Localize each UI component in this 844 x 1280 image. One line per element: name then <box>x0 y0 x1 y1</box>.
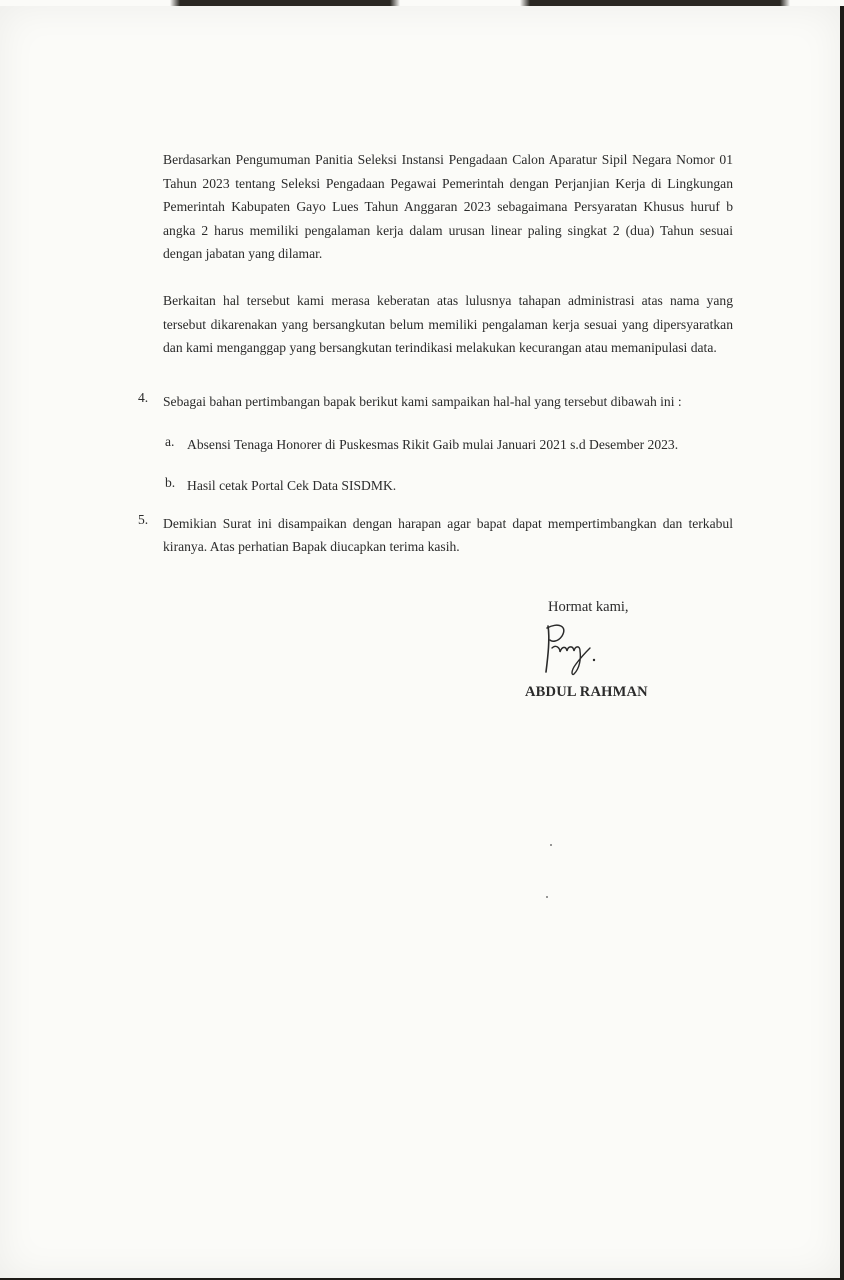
item-number: 4. <box>138 390 149 405</box>
sub-item-text: Hasil cetak Portal Cek Data SISDMK. <box>187 478 397 493</box>
sub-item-letter: a. <box>165 434 175 449</box>
item-text: Sebagai bahan pertimbangan bapak berikut kami sampaikan hal-hal yang tersebut dibawah ini : <box>163 394 682 409</box>
signer-name: ABDUL RAHMAN <box>525 684 648 700</box>
sub-item-text: Absensi Tenaga Honorer di Puskesmas Rikit Gaib mulai Januari 2021 s.d Desember 2023. <box>187 437 679 452</box>
paragraph-objection: Berkaitan hal tersebut kami merasa keberatan atas lulusnya tahapan administrasi atas nama yang tersebut dikarenakan yang bersangkutan belum memiliki pengalaman kerja sesuai yang dipersyaratkan dan kami menganggap yang bersangkutan terindikasi melakukan kecurangan atau memanipulasi data. <box>163 293 733 356</box>
paragraph-legal-basis: Berdasarkan Pengumuman Panitia Seleksi Instansi Pengadaan Calon Aparatur Sipil Negara Nomor 01 Tahun 2023 tentang Seleksi Pengadaan Pegawai Pemerintah dengan Perjanjian Kerja di Lingkungan Pemerintah Kabupaten Gayo Lues Tahun Anggaran 2023 sebagaimana Persyaratan Khusus huruf b angka 2 harus memiliki pengalaman kerja dalam urusan linear paling singkat 2 (dua) Tahun sesuai dengan jabatan yang dilamar. <box>163 152 733 262</box>
item-text: Demikian Surat ini disampaikan dengan harapan agar bapat dapat mempertimbangkan dan terkabul kiranya. Atas perhatian Bapak diucapkan terima kasih. <box>163 516 733 554</box>
closing-salutation: Hormat kami, <box>548 599 629 615</box>
scan-speck <box>550 844 552 846</box>
handwritten-signature <box>538 618 608 678</box>
item-number: 5. <box>138 512 149 527</box>
scan-speck <box>546 896 548 898</box>
sub-item-letter: b. <box>165 475 176 490</box>
letter-page <box>0 6 840 1278</box>
